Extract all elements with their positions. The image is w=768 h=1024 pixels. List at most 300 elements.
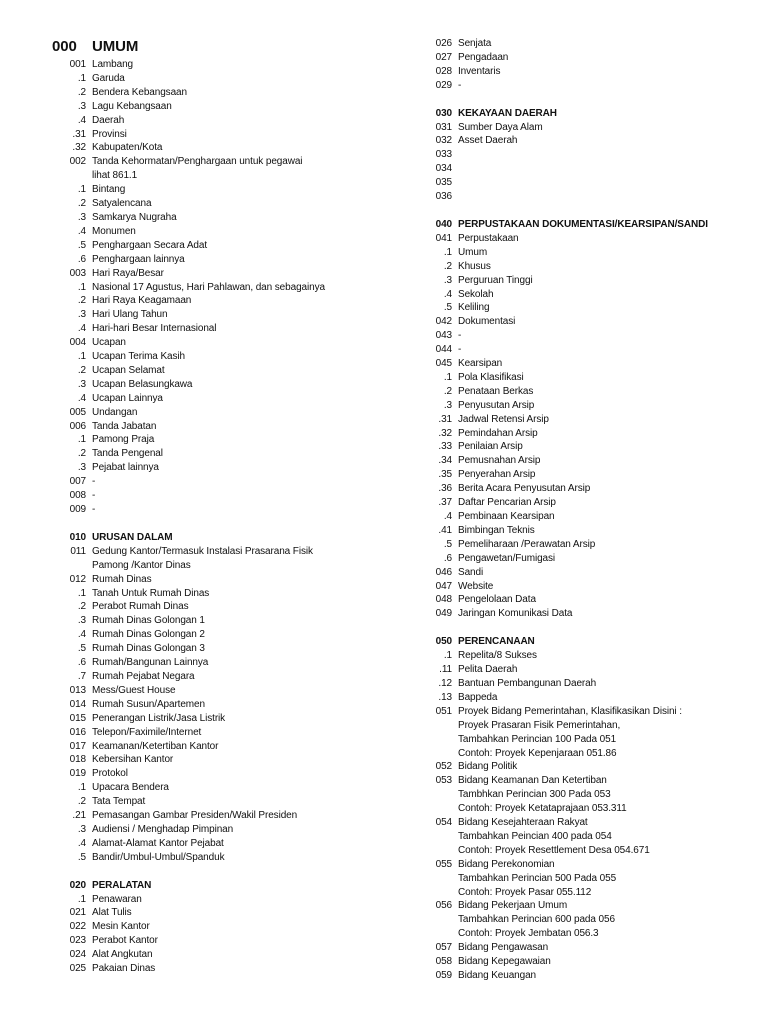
entry-description: Penghargaan Secara Adat [92, 239, 208, 251]
entry-description: Tanda Kehormatan/Penghargaan untuk pegawai [92, 156, 303, 168]
classification-entry [418, 593, 763, 607]
classification-entry [52, 726, 412, 740]
entry-description: Tambahkan Perincian 500 Pada 055 [458, 872, 617, 884]
entry-description: Tambahkan Perincian 600 pada 056 [458, 914, 615, 926]
entry-description: Ucapan Terima Kasih [92, 351, 185, 363]
entry-description: Tata Tempat [92, 796, 146, 808]
entry-description: Tambahkan Peincian 400 pada 054 [458, 830, 612, 842]
entry-code: .6 [77, 253, 86, 265]
classification-entry [52, 336, 412, 350]
entry-code: .1 [77, 72, 86, 84]
classification-entry [418, 274, 763, 288]
entry-code: 019 [69, 768, 86, 780]
entry-description: Inventaris [458, 65, 501, 77]
entry-continuation [418, 844, 763, 858]
entry-description: Keamanan/Ketertiban Kantor [92, 740, 219, 752]
classification-entry [52, 281, 412, 295]
entry-description: Rumah/Bangunan Lainnya [92, 657, 209, 669]
entry-code: .1 [443, 246, 452, 258]
classification-entry [418, 190, 763, 204]
classification-entry [52, 447, 412, 461]
entry-code: 042 [435, 316, 452, 328]
classification-entry [52, 475, 412, 489]
entry-description: Daftar Pencarian Arsip [458, 497, 556, 509]
entry-description: Bandir/Umbul-Umbul/Spanduk [92, 851, 225, 863]
entry-description: - [458, 79, 462, 91]
entry-code: 009 [69, 504, 86, 515]
entry-description: Sumber Daya Alam [458, 121, 543, 133]
entry-code: .4 [443, 288, 452, 300]
classification-entry [418, 162, 763, 176]
classification-entry [52, 670, 412, 684]
entry-code: 041 [435, 232, 452, 244]
classification-entry [418, 580, 763, 594]
entry-code: .31 [72, 128, 86, 140]
entry-code: 026 [435, 38, 452, 49]
entry-description: Bidang Keuangan [458, 970, 537, 981]
classification-entry [52, 712, 412, 726]
entry-code: 001 [69, 59, 86, 70]
entry-description: Bidang Keamanan Dan Ketertiban [458, 775, 607, 787]
entry-code: 020 [69, 879, 86, 891]
entry-code: 027 [435, 51, 452, 63]
entry-code: .1 [77, 351, 86, 363]
entry-code: .34 [438, 455, 452, 467]
entry-continuation [52, 559, 412, 573]
entry-code: 016 [69, 726, 86, 738]
entry-code: 021 [69, 907, 86, 919]
entry-code: 033 [435, 149, 452, 161]
entry-description: Upacara Bendera [92, 782, 169, 794]
classification-entry [418, 858, 763, 872]
entry-code: .3 [443, 274, 452, 286]
entry-code: 018 [69, 754, 86, 766]
classification-entry [418, 663, 763, 677]
entry-description: Sekolah [458, 288, 494, 300]
entry-description: Tambhkan Perincian 300 Pada 053 [458, 789, 611, 801]
entry-description: Telepon/Faximile/Internet [92, 726, 202, 738]
classification-entry [418, 677, 763, 691]
entry-description: Bidang Pekerjaan Umum [458, 900, 568, 912]
entry-description: Hari Ulang Tahun [92, 309, 168, 321]
entry-code: 049 [435, 608, 452, 620]
entry-code: 032 [435, 135, 452, 147]
classification-entry [52, 58, 412, 72]
classification-entry [418, 232, 763, 246]
classification-entry [418, 482, 763, 496]
entry-code: .1 [443, 650, 452, 662]
entry-code: 047 [435, 580, 452, 592]
entry-continuation [418, 872, 763, 886]
entry-description: Penyerahan Arsip [458, 469, 536, 481]
entry-code: .3 [77, 462, 86, 474]
classification-entry [52, 141, 412, 155]
entry-description: Ucapan Lainnya [92, 392, 163, 404]
entry-description: Penyusutan Arsip [458, 399, 535, 411]
classification-entry [52, 753, 412, 767]
classification-entry [52, 656, 412, 670]
entry-description: Bendera Kebangsaan [92, 86, 187, 98]
classification-entry [52, 837, 412, 851]
classification-entry [52, 851, 412, 865]
entry-code: .1 [77, 281, 86, 293]
classification-entry [52, 948, 412, 962]
right-column [418, 37, 763, 983]
entry-description: Perpustakaan [458, 232, 519, 244]
classification-entry [52, 809, 412, 823]
entry-code: 048 [435, 594, 452, 606]
entry-description: Alat Tulis [92, 907, 132, 919]
entry-description: Mesin Kantor [92, 921, 150, 933]
classification-entry [52, 698, 412, 712]
entry-description: Alat Angkutan [92, 949, 153, 961]
entry-code: 024 [69, 949, 86, 961]
entry-description: Keliling [458, 302, 490, 314]
entry-code: .4 [443, 511, 452, 522]
classification-entry [418, 566, 763, 580]
entry-code: 011 [70, 545, 86, 557]
classification-entry [418, 246, 763, 260]
entry-continuation [52, 169, 412, 183]
entry-code: 012 [69, 573, 86, 585]
entry-code: 006 [69, 420, 86, 432]
entry-description: PERENCANAAN [458, 636, 535, 648]
classification-entry [52, 72, 412, 86]
entry-description: Pengawetan/Fumigasi [458, 552, 556, 564]
entry-code: .41 [438, 524, 452, 536]
entry-continuation [418, 747, 763, 761]
entry-code: .1 [77, 782, 86, 794]
classification-entry [418, 440, 763, 454]
classification-entry [418, 121, 763, 135]
classification-entry [52, 267, 412, 281]
entry-code: 028 [435, 65, 452, 77]
entry-code: .32 [72, 142, 86, 154]
entry-code: .5 [443, 302, 452, 314]
entry-code: .3 [77, 309, 86, 321]
classification-entry [52, 392, 412, 406]
entry-code: .31 [438, 413, 452, 425]
entry-description: Tanda Jabatan [92, 420, 157, 432]
classification-entry [52, 823, 412, 837]
classification-entry [418, 649, 763, 663]
entry-description: Perguruan Tinggi [458, 274, 533, 286]
entry-code: .2 [77, 601, 86, 613]
classification-entry [418, 454, 763, 468]
entry-code: 054 [435, 817, 452, 829]
entry-code: 008 [69, 490, 86, 502]
classification-entry [418, 969, 763, 983]
classification-entry [418, 371, 763, 385]
entry-code: 022 [69, 921, 86, 933]
classification-entry [52, 906, 412, 920]
classification-entry [52, 155, 412, 169]
entry-code: .3 [77, 378, 86, 390]
entry-description: Kebersihan Kantor [92, 754, 174, 766]
entry-description: Perabot Rumah Dinas [92, 601, 189, 613]
entry-code: .4 [77, 225, 86, 237]
entry-code: .1 [77, 893, 86, 905]
entry-description: - [92, 504, 96, 515]
classification-entry [52, 211, 412, 225]
classification-entry [52, 795, 412, 809]
section-heading [52, 531, 412, 545]
entry-description: Contoh: Proyek Jembatan 056.3 [458, 928, 599, 940]
classification-entry [418, 134, 763, 148]
entry-description: Hari Raya/Besar [92, 267, 164, 279]
section-gap [418, 93, 763, 107]
entry-code: 023 [69, 935, 86, 947]
entry-code: .2 [77, 86, 86, 98]
classification-entry [418, 552, 763, 566]
entry-code: 035 [435, 177, 452, 189]
entry-description: Daerah [92, 114, 125, 126]
entry-code: .13 [438, 691, 452, 703]
entry-description: Contoh: Proyek Resettlement Desa 054.671 [458, 844, 650, 856]
classification-entry [52, 239, 412, 253]
entry-code: .4 [77, 629, 86, 641]
section-heading [418, 218, 763, 232]
entry-description: Mess/Guest House [92, 684, 176, 696]
classification-entry [52, 100, 412, 114]
entry-code: 057 [435, 942, 452, 954]
entry-description: Khusus [458, 260, 491, 272]
classification-entry [418, 79, 763, 93]
entry-description: - [92, 476, 96, 488]
entry-description: UMUM [92, 38, 139, 55]
entry-description: Pamong Praja [92, 434, 155, 446]
entry-code: 010 [69, 531, 86, 543]
entry-description: Tanda Pengenal [92, 448, 163, 460]
entry-description: Ucapan [92, 337, 126, 349]
entry-code: .33 [438, 441, 452, 453]
section-heading [418, 107, 763, 121]
classification-entry [418, 51, 763, 65]
entry-description: Penerangan Listrik/Jasa Listrik [92, 712, 226, 724]
entry-description: Pemusnahan Arsip [458, 455, 541, 467]
entry-continuation [418, 913, 763, 927]
section-heading [418, 635, 763, 649]
entry-description: - [458, 344, 462, 356]
entry-description: Pemindahan Arsip [458, 427, 538, 439]
entry-code: 055 [435, 858, 452, 870]
classification-entry [418, 760, 763, 774]
classification-entry [418, 538, 763, 552]
classification-entry [418, 329, 763, 343]
classification-entry [52, 128, 412, 142]
section-gap [418, 621, 763, 635]
section-gap [52, 517, 412, 531]
entry-description: Protokol [92, 768, 128, 780]
entry-description: Pakaian Dinas [92, 963, 156, 975]
entry-continuation [418, 802, 763, 816]
entry-description: Proyek Bidang Pemerintahan, Klasifikasikan Disini : [458, 705, 682, 717]
entry-description: Penataan Berkas [458, 385, 534, 397]
classification-entry [418, 413, 763, 427]
entry-description: Jadwal Retensi Arsip [458, 413, 549, 425]
entry-description: Contoh: Proyek Pasar 055.112 [458, 886, 592, 898]
classification-entry [52, 642, 412, 656]
entry-description: Lagu Kebangsaan [92, 100, 172, 112]
classification-entry [52, 600, 412, 614]
entry-description: Monumen [92, 225, 136, 237]
entry-code: .3 [77, 615, 86, 627]
entry-code: 003 [69, 267, 86, 279]
entry-description: Pejabat lainnya [92, 462, 159, 474]
entry-code: 051 [435, 705, 452, 717]
entry-code: .1 [443, 371, 452, 383]
entry-description: Pola Klasifikasi [458, 371, 524, 383]
entry-code: .1 [77, 587, 86, 599]
classification-entry [52, 406, 412, 420]
section-gap [52, 865, 412, 879]
entry-description: Tambahkan Perincian 100 Pada 051 [458, 733, 617, 745]
entry-description: Alamat-Alamat Kantor Pejabat [92, 837, 224, 849]
entry-description: PERPUSTAKAAN DOKUMENTASI/KEARSIPAN/SANDI [458, 218, 708, 230]
classification-entry [52, 378, 412, 392]
classification-entry [52, 308, 412, 322]
classification-entry [52, 350, 412, 364]
entry-description: Kearsipan [458, 358, 503, 370]
entry-code: .2 [443, 260, 452, 272]
entry-description: Bappeda [458, 691, 498, 703]
entry-description: Proyek Prasaran Fisik Pemerintahan, [458, 719, 621, 731]
classification-entry [52, 183, 412, 197]
entry-description: Rumah Dinas Golongan 3 [92, 643, 205, 655]
entry-code: .21 [72, 810, 86, 822]
entry-code: 046 [435, 566, 452, 578]
classification-entry [418, 468, 763, 482]
entry-description: Samkarya Nugraha [92, 211, 177, 223]
entry-code: 056 [435, 900, 452, 912]
classification-entry [418, 343, 763, 357]
classification-entry [418, 510, 763, 524]
classification-entry [52, 461, 412, 475]
classification-entry [52, 225, 412, 239]
entry-code: 029 [435, 79, 452, 91]
entry-description: Gedung Kantor/Termasuk Instalasi Prasarana Fisik [92, 545, 313, 557]
classification-entry [52, 962, 412, 976]
entry-description: Jaringan Komunikasi Data [458, 608, 573, 620]
entry-continuation [418, 788, 763, 802]
classification-entry [418, 260, 763, 274]
entry-description: Pengelolaan Data [458, 594, 536, 606]
entry-description: Bidang Kepegawaian [458, 956, 551, 968]
classification-entry [52, 893, 412, 907]
entry-description: Lambang [92, 59, 133, 70]
classification-entry [52, 573, 412, 587]
entry-description: Hari Raya Keagamaan [92, 295, 192, 307]
entry-description: Dokumentasi [458, 316, 516, 328]
classification-entry [418, 148, 763, 162]
classification-entry [52, 587, 412, 601]
entry-code: 025 [69, 963, 86, 975]
classification-entry [418, 524, 763, 538]
entry-description: Asset Daerah [458, 135, 518, 147]
entry-code: .2 [77, 796, 86, 808]
entry-description: - [458, 330, 462, 342]
classification-entry [418, 816, 763, 830]
entry-code: .4 [77, 837, 86, 849]
entry-description: Rumah Pejabat Negara [92, 670, 195, 682]
entry-description: Tanah Untuk Rumah Dinas [92, 587, 210, 599]
classification-entry [418, 941, 763, 955]
classification-entry [418, 705, 763, 719]
entry-description: Bimbingan Teknis [458, 524, 535, 536]
entry-description: Satyalencana [92, 198, 152, 210]
entry-description: Pemeliharaan /Perawatan Arsip [458, 538, 596, 550]
entry-code: .6 [77, 657, 86, 669]
entry-description: Senjata [458, 38, 492, 49]
entry-code: 036 [435, 191, 452, 203]
entry-code: .5 [443, 538, 452, 550]
entry-description: Pamong /Kantor Dinas [92, 559, 191, 571]
entry-code: 030 [435, 107, 452, 119]
classification-entry [52, 614, 412, 628]
entry-code: 050 [435, 636, 452, 648]
entry-code: .11 [439, 664, 452, 676]
classification-entry [418, 691, 763, 705]
entry-description: Contoh: Proyek Kepenjaraan 051.86 [458, 747, 617, 759]
entry-code: 052 [435, 761, 452, 773]
entry-description: Pembinaan Kearsipan [458, 511, 555, 522]
entry-description: Pemasangan Gambar Presiden/Wakil Presiden [92, 810, 298, 822]
entry-description: Bidang Kesejahteraan Rakyat [458, 817, 588, 829]
entry-continuation [418, 733, 763, 747]
classification-entry [52, 489, 412, 503]
entry-description: Repelita/8 Sukses [458, 650, 537, 662]
classification-entry [52, 920, 412, 934]
entry-code: .5 [77, 643, 86, 655]
entry-continuation [418, 830, 763, 844]
entry-code: 045 [435, 358, 452, 370]
section-heading [52, 879, 412, 893]
classification-entry [418, 385, 763, 399]
entry-continuation [418, 927, 763, 941]
entry-code: 004 [69, 337, 86, 349]
entry-description: Bantuan Pembangunan Daerah [458, 677, 597, 689]
classification-entry [418, 357, 763, 371]
classification-entry [418, 176, 763, 190]
entry-code: .2 [443, 385, 452, 397]
entry-code: 014 [69, 698, 86, 710]
classification-entry [418, 399, 763, 413]
entry-description: lihat 861.1 [92, 170, 138, 182]
entry-description: Kabupaten/Kota [92, 142, 163, 154]
classification-entry [52, 628, 412, 642]
entry-code: 043 [435, 330, 452, 342]
left-column [52, 38, 412, 976]
classification-entry [52, 740, 412, 754]
classification-entry [418, 496, 763, 510]
entry-description: Undangan [92, 406, 138, 418]
entry-description: Bidang Politik [458, 761, 518, 773]
entry-continuation [418, 886, 763, 900]
classification-entry [52, 197, 412, 211]
classification-entry [418, 315, 763, 329]
entry-description: Bidang Perekonomian [458, 858, 555, 870]
entry-description: Provinsi [92, 128, 127, 140]
entry-description: Rumah Dinas Golongan 2 [92, 629, 205, 641]
classification-entry [418, 301, 763, 315]
entry-code: .32 [438, 427, 452, 439]
classification-entry [52, 684, 412, 698]
entry-code: .37 [438, 497, 452, 509]
entry-code: 031 [435, 121, 452, 133]
entry-description: Rumah Dinas [92, 573, 152, 585]
classification-entry [52, 114, 412, 128]
entry-description: Penilaian Arsip [458, 441, 523, 453]
